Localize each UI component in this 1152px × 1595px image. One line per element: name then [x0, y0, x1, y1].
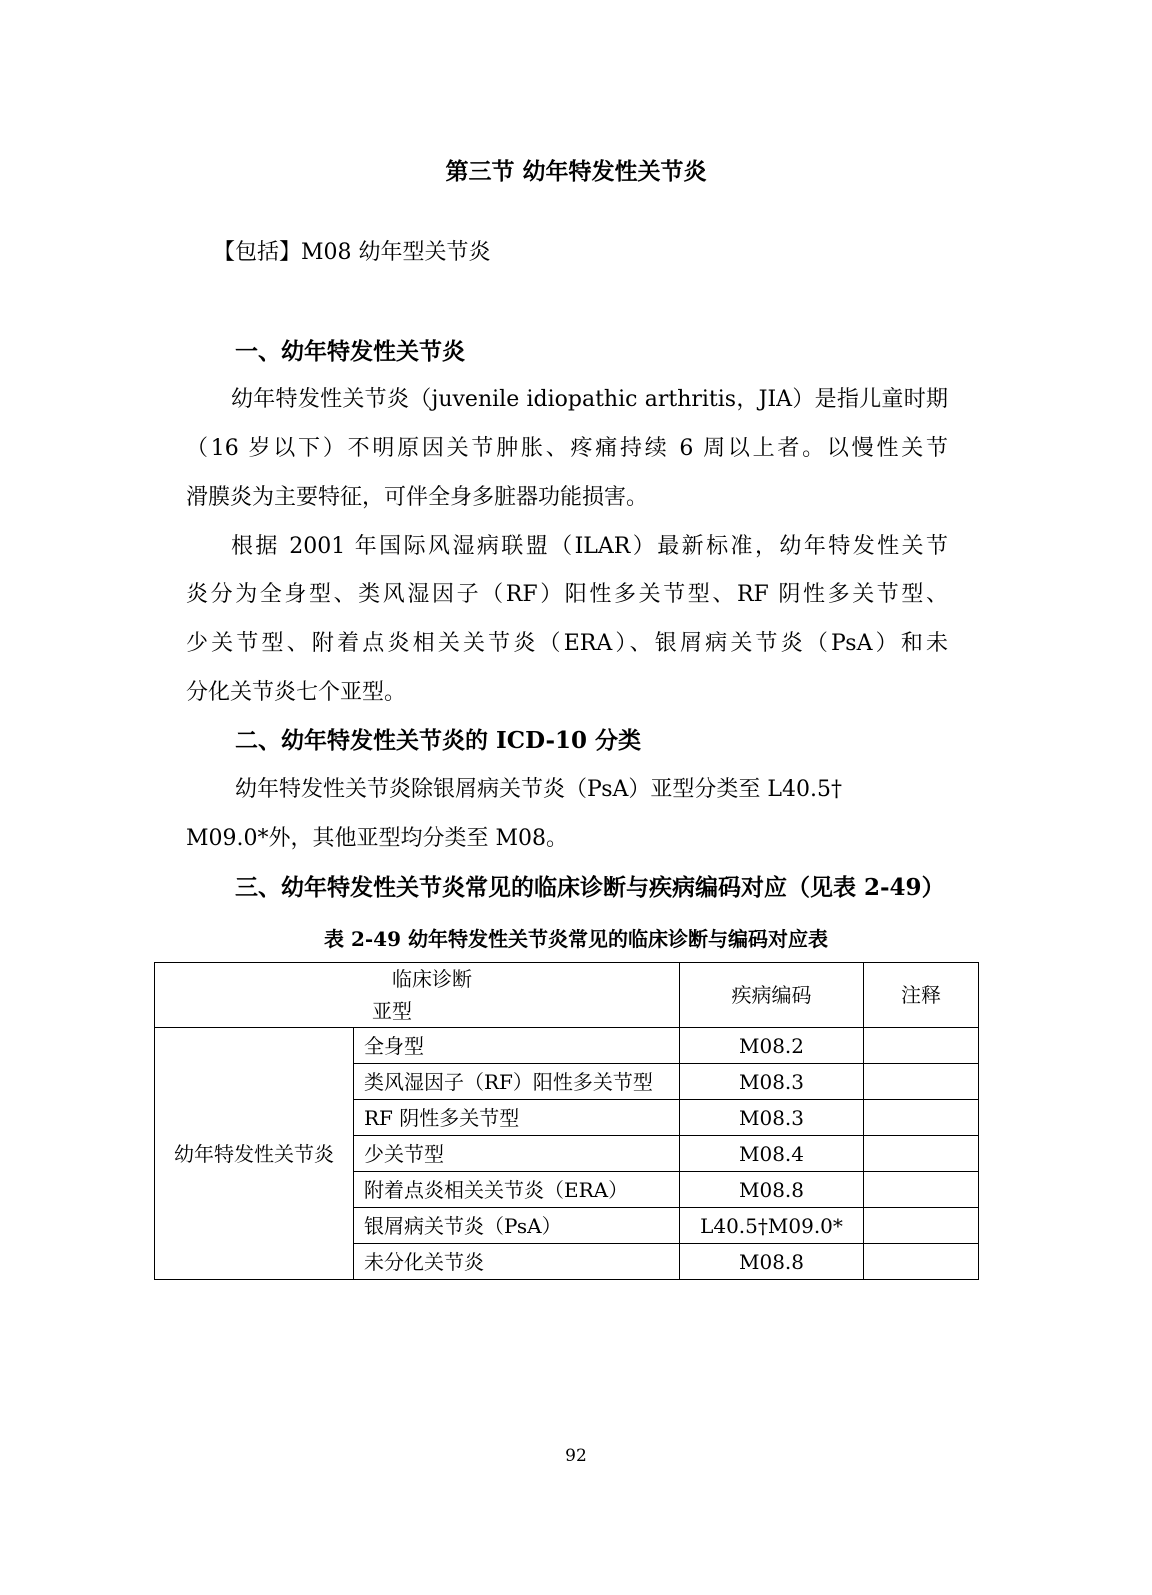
para1-line: （16 岁以下）不明原因关节肿胀、疼痛持续 6 周以上者。以慢性关节 [186, 436, 948, 461]
note-cell [864, 1100, 979, 1136]
para3-line: 幼年特发性关节炎除银屑病关节炎（PsA）亚型分类至 L40.5† [235, 777, 842, 802]
page-number: 92 [565, 1446, 587, 1466]
para2-line: 根据 2001 年国际风湿病联盟（ILAR）最新标准，幼年特发性关节 [231, 534, 948, 559]
para2-line: 少关节型、附着点炎相关关节炎（ERA）、银屑病关节炎（PsA）和未 [186, 631, 948, 656]
code-cell: M08.8 [680, 1244, 864, 1280]
table-row [155, 1028, 979, 1064]
para1-line: 滑膜炎为主要特征，可伴全身多脏器功能损害。 [186, 485, 649, 510]
note-cell [864, 1208, 979, 1244]
note-cell [864, 1172, 979, 1208]
header-diag-subtype-cell [155, 963, 680, 1028]
subtype-cell: 少关节型 [354, 1136, 680, 1172]
subtype-cell: 类风湿因子（RF）阳性多关节型 [354, 1064, 680, 1100]
subtype-cell: 未分化关节炎 [354, 1244, 680, 1280]
para1-line: 幼年特发性关节炎（juvenile idiopathic arthritis，JIA）是指儿童时期 [231, 387, 948, 412]
header-code: 疾病编码 [680, 963, 864, 1028]
include-line: 【包括】M08 幼年型关节炎 [213, 240, 491, 265]
code-cell: M08.4 [680, 1136, 864, 1172]
heading-2: 二、幼年特发性关节炎的 ICD-10 分类 [235, 727, 642, 754]
note-cell [864, 1064, 979, 1100]
code-cell: M08.3 [680, 1100, 864, 1136]
note-cell [864, 1136, 979, 1172]
code-cell: L40.5†M09.0* [680, 1208, 864, 1244]
para2-line: 炎分为全身型、类风湿因子（RF）阳性多关节型、RF 阴性多关节型、 [186, 582, 948, 607]
table-header-row [155, 963, 979, 1028]
group-label-cell: 幼年特发性关节炎 [155, 1028, 354, 1280]
heading-1: 一、幼年特发性关节炎 [235, 338, 465, 365]
diagnosis-code-table [154, 962, 979, 1280]
code-cell: M08.3 [680, 1064, 864, 1100]
section-title: 第三节 幼年特发性关节炎 [445, 158, 707, 185]
subtype-cell: RF 阴性多关节型 [354, 1100, 680, 1136]
subtype-cell: 银屑病关节炎（PsA） [354, 1208, 680, 1244]
header-diag: 临床诊断 [392, 967, 472, 991]
table-caption: 表 2-49 幼年特发性关节炎常见的临床诊断与编码对应表 [324, 927, 828, 951]
para2-line: 分化关节炎七个亚型。 [186, 680, 407, 705]
subtype-cell: 全身型 [354, 1028, 680, 1064]
note-cell [864, 1244, 979, 1280]
para3-line: M09.0*外，其他亚型均分类至 M08。 [186, 826, 569, 851]
heading-3: 三、幼年特发性关节炎常见的临床诊断与疾病编码对应（见表 2-49） [235, 874, 945, 901]
code-cell: M08.8 [680, 1172, 864, 1208]
note-cell [864, 1028, 979, 1064]
code-cell: M08.2 [680, 1028, 864, 1064]
header-note: 注释 [864, 963, 979, 1028]
subtype-cell: 附着点炎相关关节炎（ERA） [354, 1172, 680, 1208]
header-subtype: 亚型 [372, 999, 412, 1023]
